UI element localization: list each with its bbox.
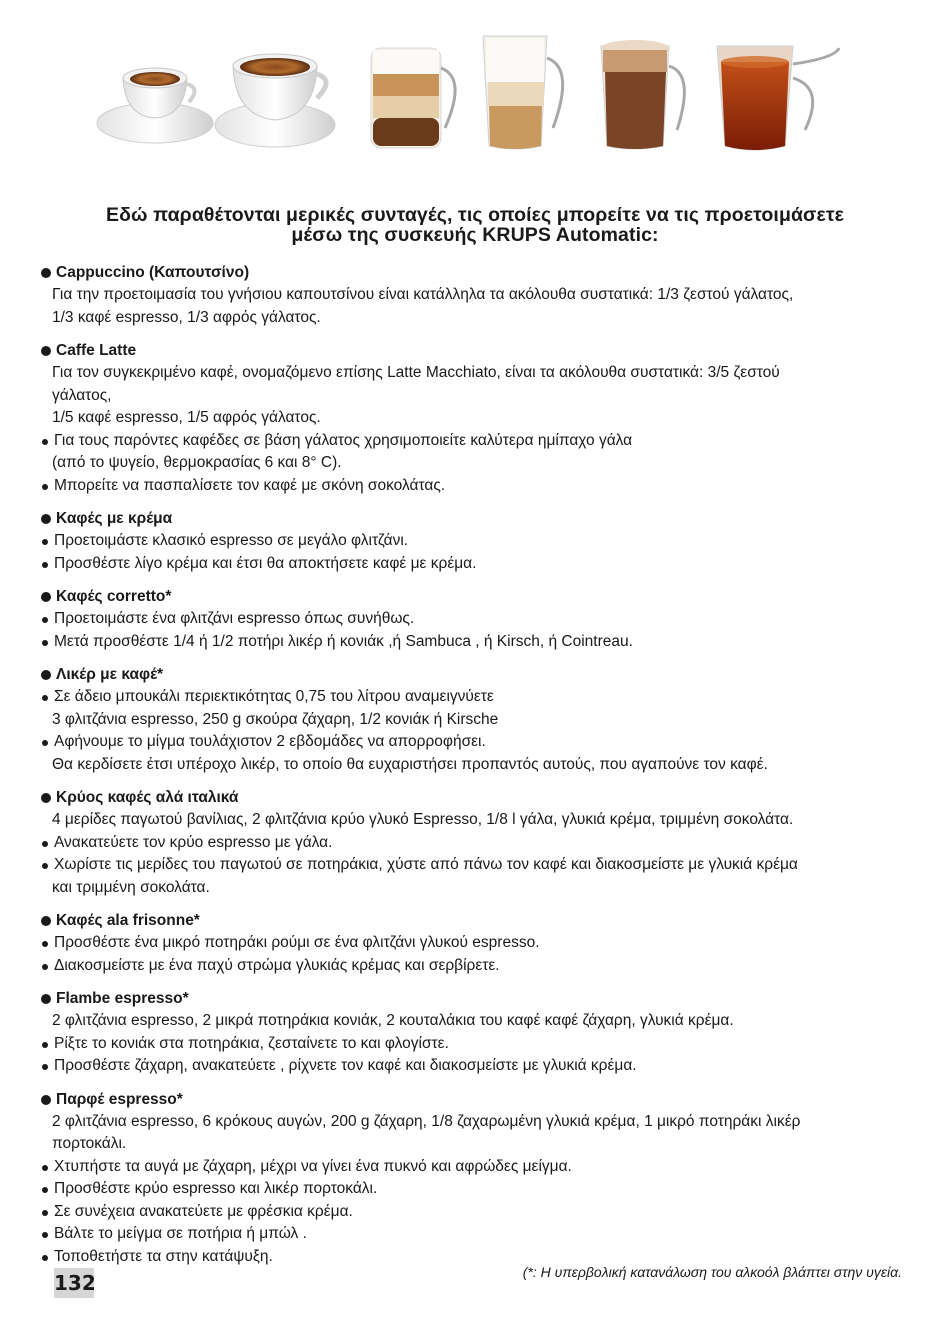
bullet-icon: [41, 916, 51, 926]
text-line: [40, 1133, 915, 1156]
line-text: πορτοκάλι.: [52, 1135, 127, 1152]
line-text: Ρίξτε το κονιάκ στα ποτηράκια, ζεσταίνετε το και φλογίστε.: [54, 1034, 449, 1052]
line-text: (από το ψυγείο, θερμοκρασίας 6 και 8° C).: [52, 454, 342, 471]
bullet-line: [40, 608, 915, 631]
bullet-line: [40, 1201, 915, 1224]
text-line: [40, 307, 915, 330]
recipe-title-text: Καφές corretto*: [56, 588, 172, 605]
bullet-line: [40, 1156, 915, 1179]
recipe-title: [40, 988, 915, 1010]
recipe-title-text: Λικέρ με καφέ*: [56, 666, 164, 683]
line-text: 2 φλιτζάνια espresso, 2 μικρά ποτηράκια κονιάκ, 2 κουταλάκια του καφέ καφέ ζάχαρη, γλυκιά κρέμα.: [52, 1012, 734, 1029]
text-line: [40, 362, 915, 385]
line-text: 2 φλιτζάνια espresso, 6 κρόκους αυγών, 200 g ζάχαρη, 1/8 ζαχαρωμένη γλυκιά κρέμα, 1 μικρό ποτηράκι λικέρ: [52, 1112, 801, 1130]
page-number: 132: [54, 1268, 94, 1298]
alcohol-warning-footnote: (*: Η υπερβολική κατανάλωση του αλκοόλ βλάπτει στην υγεία.: [522, 1264, 902, 1280]
line-text: και τριμμένη σοκολάτα.: [52, 878, 210, 896]
small-bullet-icon: [42, 539, 48, 545]
small-bullet-icon: [42, 695, 48, 701]
recipe-title-text: Caffe Latte: [56, 342, 137, 359]
recipe-block: [40, 1089, 915, 1269]
line-text: Προσθέστε ένα μικρό ποτηράκι ρούμι σε ένα φλιτζάνι γλυκού espresso.: [54, 934, 540, 951]
bullet-line: [40, 955, 915, 978]
recipe-title-text: Flambe espresso*: [56, 990, 189, 1007]
small-bullet-icon: [42, 562, 48, 568]
line-text: Αφήνουμε το μίγμα τουλάχιστον 2 εβδομάδες να απορροφήσει.: [54, 733, 486, 750]
title-line-2: μέσω της συσκευής KRUPS Automatic:: [291, 224, 659, 246]
text-line: [40, 809, 915, 832]
recipe-block: [40, 508, 915, 575]
text-line: [40, 709, 915, 732]
small-bullet-icon: [42, 1064, 48, 1070]
bullet-line: [40, 932, 915, 955]
text-line: [40, 754, 915, 777]
line-text: Για την προετοιμασία του γνήσιου καπουτσίνου είναι κατάλληλα τα ακόλουθα συστατικά: 1/3 ζεστού γάλατος,: [52, 286, 794, 303]
bullet-icon: [41, 346, 51, 356]
line-text: Χτυπήστε τα αυγά με ζάχαρη, μέχρι να γίνει ένα πυκνό και αφρώδες μείγμα.: [54, 1157, 572, 1175]
recipe-title: [40, 340, 915, 362]
line-text: Βάλτε το μείγμα σε ποτήρια ή μπώλ .: [54, 1225, 307, 1242]
recipe-title: [40, 262, 915, 284]
recipe-title: [40, 586, 915, 608]
recipe-title-text: Καφές με κρέμα: [56, 510, 173, 527]
line-text: Προσθέστε κρύο espresso και λικέρ πορτοκάλι.: [54, 1180, 378, 1197]
line-text: Για τον συγκεκριμένο καφέ, ονομαζόμενο επίσης Latte Macchiato, είναι τα ακόλουθα συστατικά: 3/5 ζεστού: [52, 364, 780, 381]
line-text: Χωρίστε τις μερίδες του παγωτού σε ποτηράκια, χύστε από πάνω τον καφέ και διακοσμείστε με γλυκιά κρέμα: [54, 856, 798, 873]
line-text: 4 μερίδες παγωτού βανίλιας, 2 φλιτζάνια κρύο γλυκό Espresso, 1/8 l γάλα, γλυκιά κρέμα, τριμμένη σοκολάτα.: [52, 811, 794, 828]
title-line-1: Εδώ παραθέτονται μερικές συνταγές, τις οποίες μπορείτε να τις προετοιμάσετε: [105, 204, 845, 226]
text-line: [40, 1010, 915, 1033]
small-bullet-icon: [42, 941, 48, 947]
small-bullet-icon: [42, 439, 48, 445]
recipe-title-text: Κρύος καφές αλά ιταλικά: [56, 789, 239, 806]
recipe-block: [40, 988, 915, 1078]
small-bullet-icon: [42, 1042, 48, 1048]
bullet-line: [40, 686, 915, 709]
small-bullet-icon: [42, 1232, 48, 1238]
small-bullet-icon: [42, 1187, 48, 1193]
recipe-block: [40, 586, 915, 653]
line-text: 3 φλιτζάνια espresso, 250 g σκούρα ζάχαρη, 1/2 κονιάκ ή Kirsche: [52, 710, 499, 728]
line-text: Θα κερδίσετε έτσι υπέροχο λικέρ, το οποίο θα ευχαριστήσει προπαντός αυτούς, που αγαπούνε τον καφέ.: [52, 755, 768, 773]
line-text: Μπορείτε να πασπαλίσετε τον καφέ με σκόνη σοκολάτας.: [54, 476, 446, 494]
line-text: 1/5 καφέ espresso, 1/5 αφρός γάλατος.: [52, 409, 321, 426]
bullet-icon: [41, 670, 51, 680]
recipe-title: [40, 1089, 915, 1111]
line-text: Ανακατεύετε τον κρύο espresso με γάλα.: [54, 833, 333, 851]
line-text: γάλατος,: [52, 386, 112, 404]
small-bullet-icon: [42, 964, 48, 970]
bullet-line: [40, 553, 915, 576]
bullet-line: [40, 475, 915, 498]
line-text: Σε συνέχεια ανακατεύετε με φρέσκια κρέμα.: [54, 1202, 353, 1220]
cappuccino-glass-icon: [371, 48, 455, 148]
recipe-block: [40, 340, 915, 497]
bullet-icon: [41, 793, 51, 803]
line-text: Προσθέστε ζάχαρη, ανακατεύετε , ρίχνετε τον καφέ και διακοσμείστε με γλυκιά κρέμα.: [54, 1057, 637, 1074]
recipe-block: [40, 262, 915, 329]
recipe-block: [40, 664, 915, 776]
small-bullet-icon: [42, 617, 48, 623]
line-text: Προετοιμάστε ένα φλιτζάνι espresso όπως συνήθως.: [54, 610, 415, 627]
recipe-title: [40, 787, 915, 809]
bullet-line: [40, 1033, 915, 1056]
bullet-line: [40, 731, 915, 754]
small-bullet-icon: [42, 1210, 48, 1216]
line-text: Προσθέστε λίγο κρέμα και έτσι θα αποκτήσετε καφέ με κρέμα.: [54, 554, 477, 572]
espresso-cup-icon: [97, 68, 213, 143]
mocha-glass-icon: [601, 40, 684, 149]
recipe-title: [40, 910, 915, 932]
recipe-title-text: Καφές ala frisonne*: [56, 912, 200, 929]
small-bullet-icon: [42, 863, 48, 869]
latte-glass-icon: [483, 36, 563, 149]
bullet-line: [40, 631, 915, 654]
small-bullet-icon: [42, 1165, 48, 1171]
text-line: [40, 284, 915, 307]
recipe-title: [40, 508, 915, 530]
line-text: Μετά προσθέστε 1/4 ή 1/2 ποτήρι λικέρ ή κονιάκ ,ή Sambuca , ή Kirsch, ή Cointreau.: [54, 632, 633, 650]
text-line: [40, 877, 915, 900]
text-line: [40, 385, 915, 408]
line-text: Διακοσμείστε με ένα παχύ στρώμα γλυκιάς κρέμας και σερβίρετε.: [54, 956, 500, 974]
bullet-line: [40, 1223, 915, 1246]
text-line: [40, 407, 915, 430]
recipe-title-text: Παρφέ espresso*: [56, 1090, 183, 1108]
text-line: [40, 452, 915, 475]
small-bullet-icon: [42, 1255, 48, 1261]
recipe-list: [40, 262, 915, 1279]
small-bullet-icon: [42, 484, 48, 490]
bullet-line: [40, 1055, 915, 1078]
line-text: Για τους παρόντες καφέδες σε βάση γάλατος χρησιμοποιείτε καλύτερα ημίπαχο γάλα: [54, 431, 633, 449]
small-bullet-icon: [42, 841, 48, 847]
recipe-title-text: Cappuccino (Καπουτσίνο): [56, 264, 250, 281]
small-bullet-icon: [42, 640, 48, 646]
page-title: [40, 205, 910, 245]
bullet-icon: [41, 514, 51, 524]
line-text: 1/3 καφέ espresso, 1/3 αφρός γάλατος.: [52, 308, 321, 326]
small-bullet-icon: [42, 740, 48, 746]
recipe-block: [40, 787, 915, 899]
tea-glass-icon: [717, 46, 839, 150]
line-text: Σε άδειο μπουκάλι περιεκτικότητας 0,75 του λίτρου αναμειγνύετε: [54, 688, 494, 705]
coffee-cup-icon: [215, 54, 335, 147]
bullet-icon: [41, 1095, 51, 1105]
bullet-icon: [41, 994, 51, 1004]
coffee-cups-illustration: [95, 18, 875, 168]
bullet-line: [40, 854, 915, 877]
text-line: [40, 1111, 915, 1134]
bullet-icon: [41, 592, 51, 602]
line-text: Προετοιμάστε κλασικό espresso σε μεγάλο φλιτζάνι.: [54, 532, 409, 549]
recipe-block: [40, 910, 915, 977]
bullet-line: [40, 430, 915, 453]
recipe-title: [40, 664, 915, 686]
line-text: Τοποθετήστε τα στην κατάψυξη.: [54, 1247, 273, 1265]
bullet-line: [40, 1178, 915, 1201]
bullet-line: [40, 832, 915, 855]
bullet-icon: [41, 268, 51, 278]
bullet-line: [40, 530, 915, 553]
